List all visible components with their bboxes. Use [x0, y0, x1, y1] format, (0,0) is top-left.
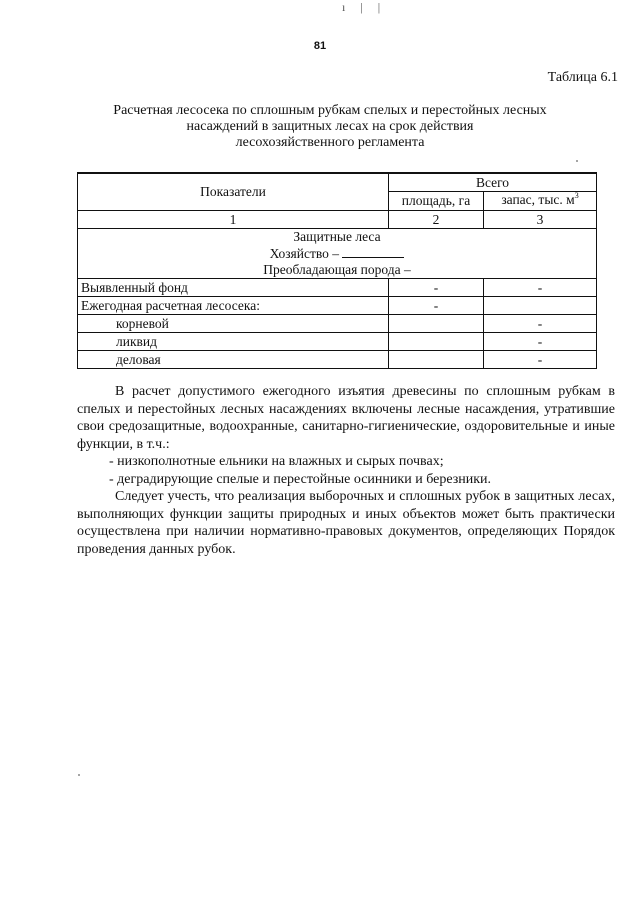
- row-area: -: [389, 297, 484, 315]
- header-indicators: Показатели: [78, 173, 389, 211]
- section-header: [78, 229, 597, 279]
- section-species: Преобладающая порода –: [263, 262, 411, 277]
- row-stock: -: [484, 351, 597, 369]
- body-text: [77, 383, 615, 558]
- table-row: [78, 351, 597, 369]
- row-label: деловая: [78, 351, 389, 369]
- logging-table: [77, 172, 597, 369]
- col-number-2: 2: [389, 211, 484, 229]
- row-label: Ежегодная расчетная лесосека:: [78, 297, 389, 315]
- row-stock: -: [484, 333, 597, 351]
- col-number-3: 3: [484, 211, 597, 229]
- row-stock: [484, 297, 597, 315]
- title-line-3: лесохозяйственного регламента: [235, 135, 425, 150]
- paragraph-2: Следует учесть, что реализация выборочных и сплошных рубок в защитных лесах, выполняющих функции защиты природных и иных объектов может быть практически осуществлена при наличии нормативно-правовых документов, определяющих Порядок проведения данных рубок.: [77, 489, 615, 557]
- row-area: [389, 315, 484, 333]
- row-label: Выявленный фонд: [78, 279, 389, 297]
- title-line-1: Расчетная лесосека по сплошным рубкам спелых и перестойных лесных: [113, 103, 547, 118]
- table-row: [78, 297, 597, 315]
- section-row: [78, 229, 597, 279]
- scan-speck: [576, 160, 578, 162]
- row-label: ликвид: [78, 333, 389, 351]
- bullet-2: - деградирующие спелые и перестойные осинники и березники.: [109, 471, 492, 487]
- header-stock-text: запас, тыс. м: [501, 192, 575, 207]
- header-row-1: [78, 173, 597, 192]
- paragraph-1: В расчет допустимого ежегодного изъятия древесины по сплошным рубкам в спелых и перестойных лесных насаждениях включены лесные насаждения, утратившие свои средозащитные, водоохранные, санитарно-гигиенические, оздоровительные и иные функции, в т.ч.:: [77, 384, 615, 452]
- scan-marks: ı | |: [342, 0, 387, 14]
- bullet-1: - низкополнотные ельники на влажных и сырых почвах;: [109, 454, 444, 469]
- table-title: [70, 103, 590, 151]
- table-label: Таблица 6.1: [547, 70, 618, 85]
- header-area: площадь, га: [389, 192, 484, 211]
- row-stock: -: [484, 315, 597, 333]
- section-forest-type: Защитные леса: [293, 229, 381, 244]
- row-area: [389, 333, 484, 351]
- col-number-1: 1: [78, 211, 389, 229]
- section-farm: [81, 245, 593, 262]
- column-numbers-row: [78, 211, 597, 229]
- table-row: [78, 333, 597, 351]
- table-row: [78, 279, 597, 297]
- farm-blank-line: [342, 245, 404, 258]
- header-stock: [484, 192, 597, 211]
- title-line-2: насаждений в защитных лесах на срок действия: [186, 119, 474, 134]
- row-area: [389, 351, 484, 369]
- scan-speck: [78, 774, 80, 776]
- table-row: [78, 315, 597, 333]
- row-area: -: [389, 279, 484, 297]
- page-number: 81: [313, 40, 327, 52]
- header-total: Всего: [389, 173, 597, 192]
- row-label: корневой: [78, 315, 389, 333]
- header-stock-sup: 3: [574, 191, 579, 200]
- row-stock: -: [484, 279, 597, 297]
- section-farm-label: Хозяйство –: [269, 246, 340, 261]
